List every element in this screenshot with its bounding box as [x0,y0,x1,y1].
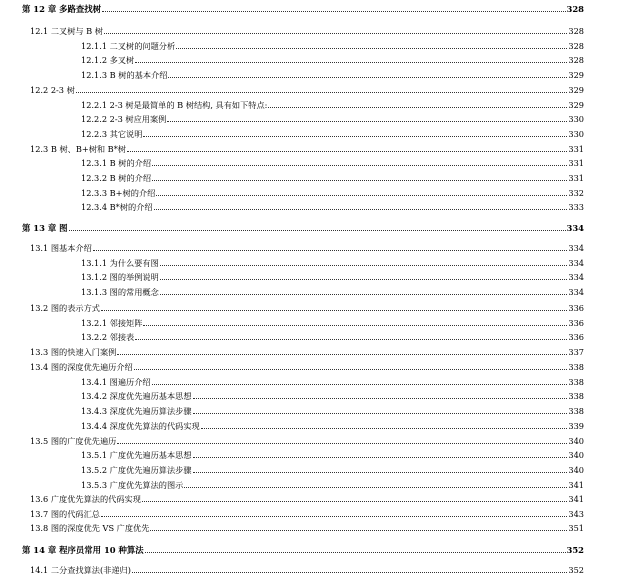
toc-page-number: 336 [568,303,584,313]
dot-leader [145,552,566,553]
dot-leader [135,62,567,63]
toc-page-number: 338 [568,377,584,387]
toc-page-number: 334 [566,223,584,233]
toc-entry-title: 13.4 图的深度优先遍历介绍 [30,362,133,372]
dot-leader [76,92,568,93]
toc-page-number: 334 [568,272,584,282]
toc-chapter[interactable] [22,541,584,555]
toc-page-number: 329 [568,100,584,110]
toc-entry-title: 14.1 二分查找算法(非递归) [30,565,131,575]
toc-entry-title: 12.1.2 多叉树 [81,55,135,65]
dot-leader [101,310,567,311]
toc-entry-title: 12.3.3 B+树的介绍 [81,188,156,198]
toc-entry-title: 13.4.1 图遍历介绍 [81,377,151,387]
toc-page-number: 334 [568,258,584,268]
toc-entry-title: 13.7 图的代码汇总 [30,509,100,519]
toc-page-number: 333 [568,202,584,212]
toc-page-number: 328 [568,55,584,65]
toc-entry-title: 13.2.2 邻接表 [81,332,135,342]
toc-page-number: 328 [568,41,584,51]
toc-entry-title: 13.1.3 图的常用概念 [81,287,159,297]
toc-page-number: 352 [568,565,584,575]
dot-leader [268,107,567,108]
dot-leader [156,195,567,196]
dot-leader [142,501,567,502]
dot-leader [152,384,568,385]
dot-leader [160,294,568,295]
toc-page-number: 331 [568,144,584,154]
toc-page-number: 343 [568,509,584,519]
toc-entry-title: 13.5 图的广度优先遍历 [30,436,117,446]
toc-subsection[interactable] [81,254,584,268]
toc-page-number: 329 [568,70,584,80]
dot-leader [117,354,567,355]
dot-leader [160,265,568,266]
toc-subsection[interactable] [81,66,584,80]
toc-page-number: 338 [568,362,584,372]
toc-entry-title: 13.4.3 深度优先遍历算法步骤 [81,406,192,416]
toc-subsection[interactable] [81,198,584,212]
dot-leader [104,33,567,34]
dot-leader [193,413,568,414]
toc-entry-title: 13.2.1 邻接矩阵 [81,318,143,328]
toc-page-number: 341 [568,480,584,490]
toc-subsection[interactable] [81,96,584,110]
toc-section[interactable] [30,343,584,357]
toc-subsection[interactable] [81,417,584,431]
dot-leader [69,230,566,231]
toc-entry-title: 12.2.2 2-3 树应用案例 [81,114,167,124]
toc-entry-title: 12.1.1 二叉树的问题分析 [81,41,176,51]
dot-leader [127,151,567,152]
toc-page-number: 339 [568,421,584,431]
toc-page-number: 336 [568,318,584,328]
dot-leader [143,136,567,137]
toc-subsection[interactable] [81,110,584,124]
toc-subsection[interactable] [81,461,584,475]
toc-page-number: 330 [568,129,584,139]
toc-chapter[interactable] [22,0,584,14]
toc-page-number: 330 [568,114,584,124]
toc-subsection[interactable] [81,37,584,51]
toc-subsection[interactable] [81,125,584,139]
toc-subsection[interactable] [81,373,584,387]
dot-leader [176,48,567,49]
toc-page-number: 329 [568,85,584,95]
toc-page-number: 340 [568,436,584,446]
toc-section[interactable] [30,519,584,533]
toc-subsection[interactable] [81,402,584,416]
dot-leader [132,572,567,573]
dot-leader [160,279,568,280]
toc-page-number: 332 [568,188,584,198]
toc-entry-title: 12.3 B 树、B+树和 B*树 [30,144,126,154]
dot-leader [168,77,567,78]
toc-subsection[interactable] [81,283,584,297]
toc-page-number: 351 [568,523,584,533]
toc-page-number: 334 [568,287,584,297]
toc-entry-title: 12.1 二叉树与 B 树 [30,26,103,36]
dot-leader [167,121,567,122]
toc-section[interactable] [30,299,584,313]
toc-entry-title: 13.4.4 深度优先算法的代码实现 [81,421,200,431]
toc-page-number: 340 [568,450,584,460]
toc-page-number: 338 [568,406,584,416]
dot-leader [154,209,568,210]
toc-entry-title: 13.1 图基本介绍 [30,243,92,253]
dot-leader [102,11,565,12]
toc-page-number: 337 [568,347,584,357]
toc-subsection[interactable] [81,387,584,401]
dot-leader [152,180,567,181]
toc-section[interactable] [30,505,584,519]
dot-leader [193,457,568,458]
toc-entry-title: 13.2 图的表示方式 [30,303,100,313]
dot-leader [184,487,567,488]
toc-entry-title: 第 12 章 多路查找树 [22,4,102,14]
toc-entry-title: 13.6 广度优先算法的代码实现 [30,494,141,504]
toc-chapter[interactable] [22,219,584,233]
toc-page-number: 331 [568,158,584,168]
toc-entry-title: 12.2.1 2-3 树是最简单的 B 树结构, 具有如下特点: [81,100,268,110]
dot-leader [143,325,567,326]
toc-subsection[interactable] [81,446,584,460]
toc-subsection[interactable] [81,328,584,342]
toc-entry-title: 12.2 2-3 树 [30,85,75,95]
toc-section[interactable] [30,22,584,36]
toc-entry-title: 12.3.1 B 树的介绍 [81,158,152,168]
toc-subsection[interactable] [81,184,584,198]
toc-section[interactable] [30,140,584,154]
toc-entry-title: 13.5.2 广度优先遍历算法步骤 [81,465,192,475]
dot-leader [152,165,567,166]
dot-leader [93,250,568,251]
toc-subsection[interactable] [81,268,584,282]
toc-page-number: 328 [566,4,584,14]
toc-entry-title: 13.5.3 广度优先算法的图示 [81,480,184,490]
toc-section[interactable] [30,490,584,504]
toc-page-number: 352 [566,545,584,555]
toc-page-number: 328 [568,26,584,36]
toc-page-number: 341 [568,494,584,504]
toc-section[interactable] [30,432,584,446]
toc-subsection[interactable] [81,314,584,328]
dot-leader [101,516,567,517]
toc-entry-title: 13.1.1 为什么要有图 [81,258,159,268]
dot-leader [201,428,568,429]
toc-section[interactable] [30,358,584,372]
dot-leader [117,443,567,444]
toc-subsection[interactable] [81,51,584,65]
toc-section[interactable] [30,239,584,253]
toc-page-number: 338 [568,391,584,401]
toc-subsection[interactable] [81,476,584,490]
toc-entry-title: 13.3 图的快速入门案例 [30,347,117,357]
toc-section[interactable] [30,81,584,95]
toc-subsection[interactable] [81,169,584,183]
toc-entry-title: 12.3.4 B*树的介绍 [81,202,153,212]
toc-page-number: 336 [568,332,584,342]
toc-entry-title: 12.3.2 B 树的介绍 [81,173,152,183]
toc-page-number: 340 [568,465,584,475]
toc-entry-title: 13.1.2 图的举例说明 [81,272,159,282]
toc-section[interactable] [30,561,584,575]
dot-leader [134,369,568,370]
toc-entry-title: 13.5.1 广度优先遍历基本思想 [81,450,192,460]
dot-leader [150,530,567,531]
toc-entry-title: 12.1.3 B 树的基本介绍 [81,70,168,80]
toc-entry-title: 第 13 章 图 [22,223,68,233]
toc-entry-title: 12.2.3 其它说明 [81,129,143,139]
toc-page-number: 331 [568,173,584,183]
dot-leader [193,472,568,473]
dot-leader [135,339,567,340]
toc-entry-title: 第 14 章 程序员常用 10 种算法 [22,545,144,555]
toc-page-number: 334 [568,243,584,253]
dot-leader [193,398,568,399]
toc-entry-title: 13.4.2 深度优先遍历基本思想 [81,391,192,401]
toc-entry-title: 13.8 图的深度优先 VS 广度优先 [30,523,150,533]
toc-subsection[interactable] [81,154,584,168]
